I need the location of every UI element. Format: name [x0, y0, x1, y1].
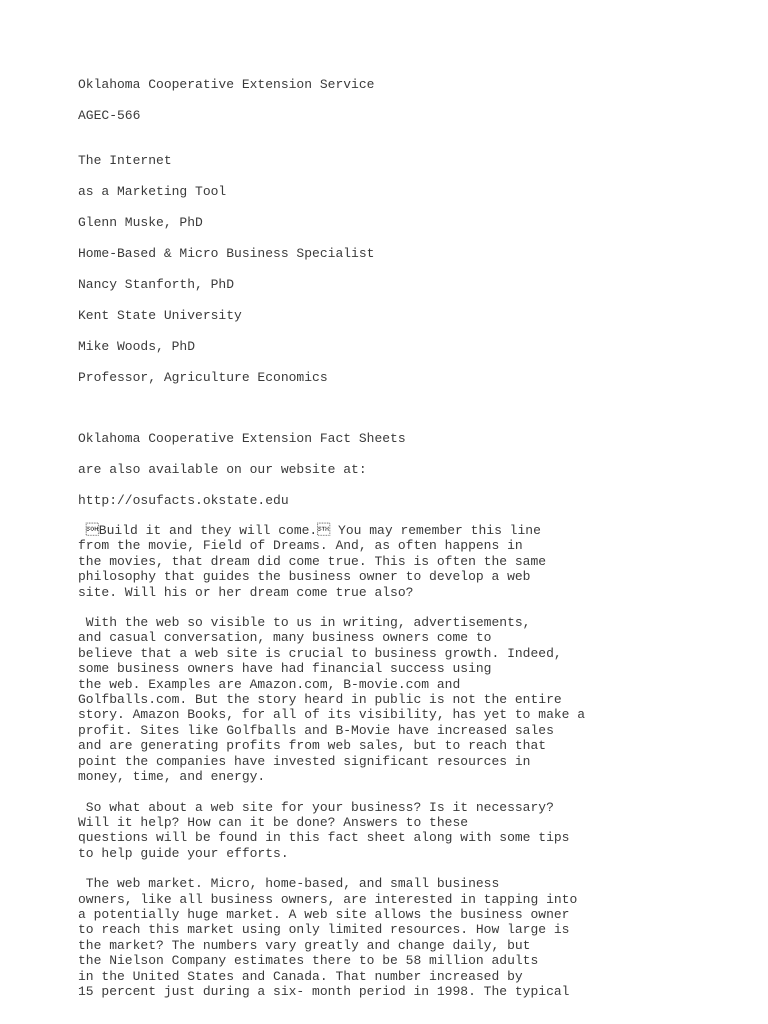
factsheets-line-1: Oklahoma Cooperative Extension Fact Sheets: [78, 431, 406, 446]
author-role: Kent State University: [78, 308, 242, 323]
body-paragraph: Build it and they will come. You may remember this line from the movie, Field of Dreams. And, as often happens in the movies, that dream did come true. This is often the same philosophy that guides the business owner to develop a web site. Will his or her dream come true also?: [78, 523, 547, 600]
author-role: Professor, Agriculture Economics: [78, 370, 328, 385]
title-line-2: as a Marketing Tool: [78, 184, 227, 199]
author-name: Nancy Stanforth, PhD: [78, 277, 235, 292]
author-name: Glenn Muske, PhD: [78, 215, 203, 230]
title-line-1: The Internet: [78, 153, 172, 168]
author-name: Mike Woods, PhD: [78, 339, 196, 354]
author-role: Home-Based & Micro Business Specialist: [78, 246, 375, 261]
body-paragraph: So what about a web site for your business? Is it necessary? Will it help? How can it be done? Answers to these questions will be found in this fact sheet along with some tips to help guide your efforts.: [78, 799, 570, 861]
document-code: AGEC-566: [78, 108, 141, 123]
factsheets-line-2: are also available on our website at:: [78, 462, 367, 477]
factsheets-url[interactable]: http://osufacts.okstate.edu: [78, 493, 289, 508]
body-paragraph: The web market. Micro, home-based, and small business owners, like all business owners, are interested in tapping into a potentially huge market. A web site allows the business owner to reach this market using only limited resources. How large is the market? The numbers vary greatly and change daily, but the Nielson Company estimates there to be 58 million adults in the United States and Canada. That number increased by 15 percent just during a six- month period in 1998. The typical: [78, 876, 578, 999]
org-name: Oklahoma Cooperative Extension Service: [78, 77, 375, 92]
body-paragraph: With the web so visible to us in writing, advertisements, and casual conversation, many business owners come to believe that a web site is crucial to business growth. Indeed, some business owners have had financial success using the web. Examples are Amazon.com, B-movie.com and Golfballs.com. But the story heard in public is not the entire story. Amazon Books, for all of its visibility, has yet to make a profit. Sites like Golfballs and B-Movie have increased sales and are generating profits from web sales, but to reach that point the companies have invested significant resources in money, time, and energy.: [78, 615, 586, 785]
